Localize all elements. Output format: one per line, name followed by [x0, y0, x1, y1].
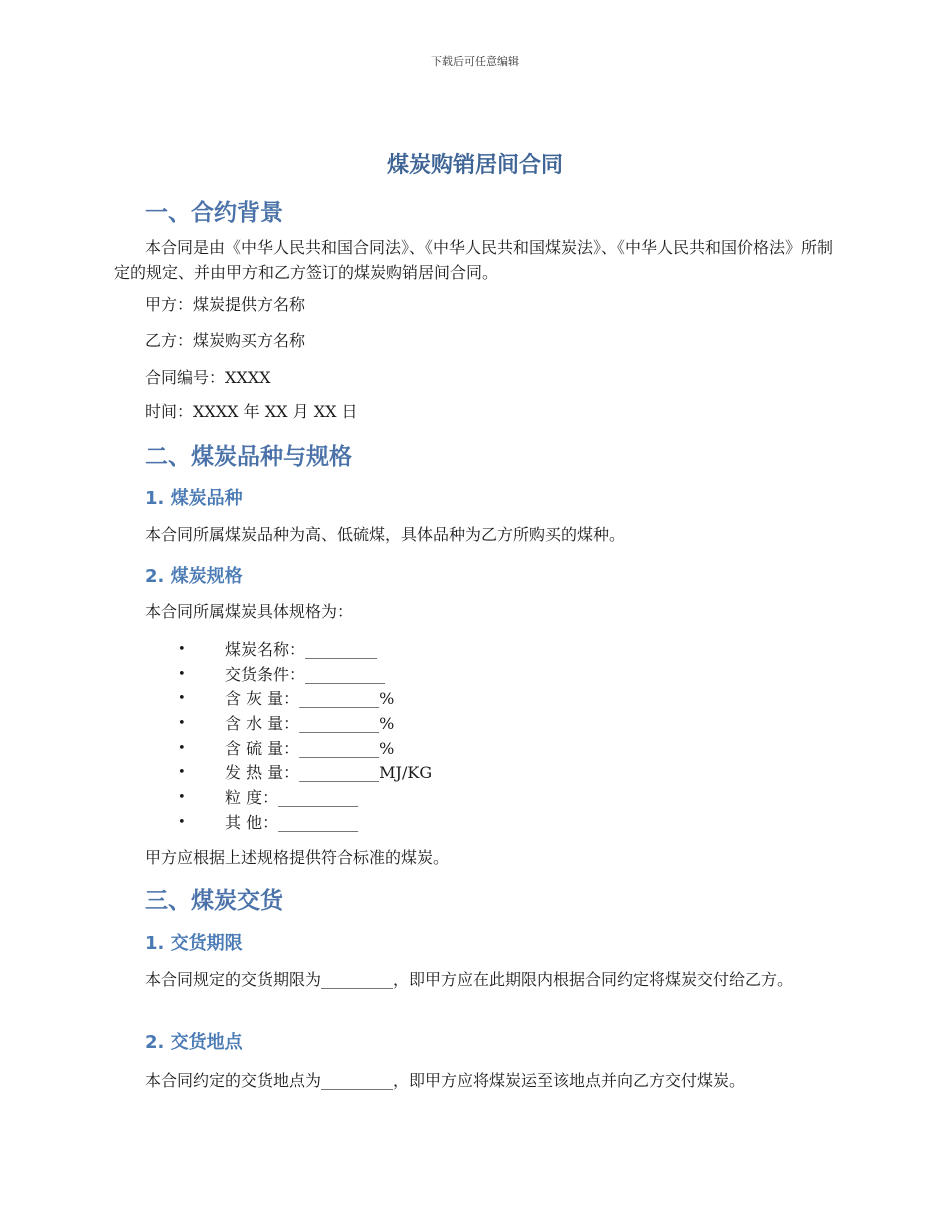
spec-item-text: 粒 度：__________ — [225, 788, 359, 808]
party-b-line: 乙方：煤炭购买方名称 — [145, 331, 306, 350]
section-heading-delivery: 三、煤炭交货 — [145, 888, 283, 914]
header-note: 下载后可任意编辑 — [431, 55, 519, 68]
spec-item-text: 交货条件：__________ — [225, 664, 386, 684]
bullet-icon: • — [178, 765, 186, 781]
spec-item-text: 含 硫 量：__________% — [225, 738, 395, 758]
bullet-icon: • — [178, 814, 186, 830]
spec-item-text: 含 水 量：__________% — [225, 714, 395, 734]
delivery-place-paragraph: 本合同约定的交货地点为_________，即甲方应将煤炭运至该地点并向乙方交付煤炭。 — [145, 1071, 746, 1090]
document-title: 煤炭购销居间合同 — [386, 153, 563, 178]
date-line: 时间：XXXX 年 XX 月 XX 日 — [145, 402, 358, 421]
intro-paragraph: 本合同是由《中华人民共和国合同法》、《中华人民共和国煤炭法》、《中华人民共和国价格法》所制定的规定、并由甲方和乙方签订的煤炭购销居间合同。 — [114, 238, 834, 282]
spec-closing-paragraph: 甲方应根据上述规格提供符合标准的煤炭。 — [145, 848, 450, 867]
party-a-line: 甲方：煤炭提供方名称 — [145, 295, 306, 314]
contract-number-line: 合同编号：XXXX — [145, 368, 271, 387]
bullet-icon: • — [178, 790, 186, 806]
coal-variety-paragraph: 本合同所属煤炭品种为高、低硫煤，具体品种为乙方所购买的煤种。 — [145, 525, 626, 544]
section-heading-background: 一、合约背景 — [145, 200, 283, 226]
bullet-icon: • — [178, 642, 186, 657]
bullet-icon: • — [178, 716, 186, 732]
coal-spec-paragraph: 本合同所属煤炭具体规格为： — [145, 602, 354, 621]
spec-item-text: 含 灰 量：__________% — [225, 689, 395, 709]
bullet-icon: • — [178, 666, 186, 682]
section-heading-varieties: 二、煤炭品种与规格 — [145, 444, 352, 470]
subheading-coal-spec: 2. 煤炭规格 — [145, 566, 243, 587]
delivery-period-paragraph: 本合同规定的交货期限为_________，即甲方应在此期限内根据合同约定将煤炭交付给乙方。 — [145, 970, 794, 989]
bullet-icon: • — [178, 691, 186, 707]
subheading-delivery-place: 2. 交货地点 — [145, 1032, 243, 1053]
subheading-coal-variety: 1. 煤炭品种 — [145, 488, 243, 509]
subheading-delivery-period: 1. 交货期限 — [145, 933, 243, 954]
spec-item-text: 其 他：__________ — [225, 812, 359, 832]
spec-item-text: 发 热 量：__________MJ/KG — [225, 763, 433, 783]
spec-item-text: 煤炭名称：_________ — [225, 640, 378, 659]
bullet-icon: • — [178, 740, 186, 756]
